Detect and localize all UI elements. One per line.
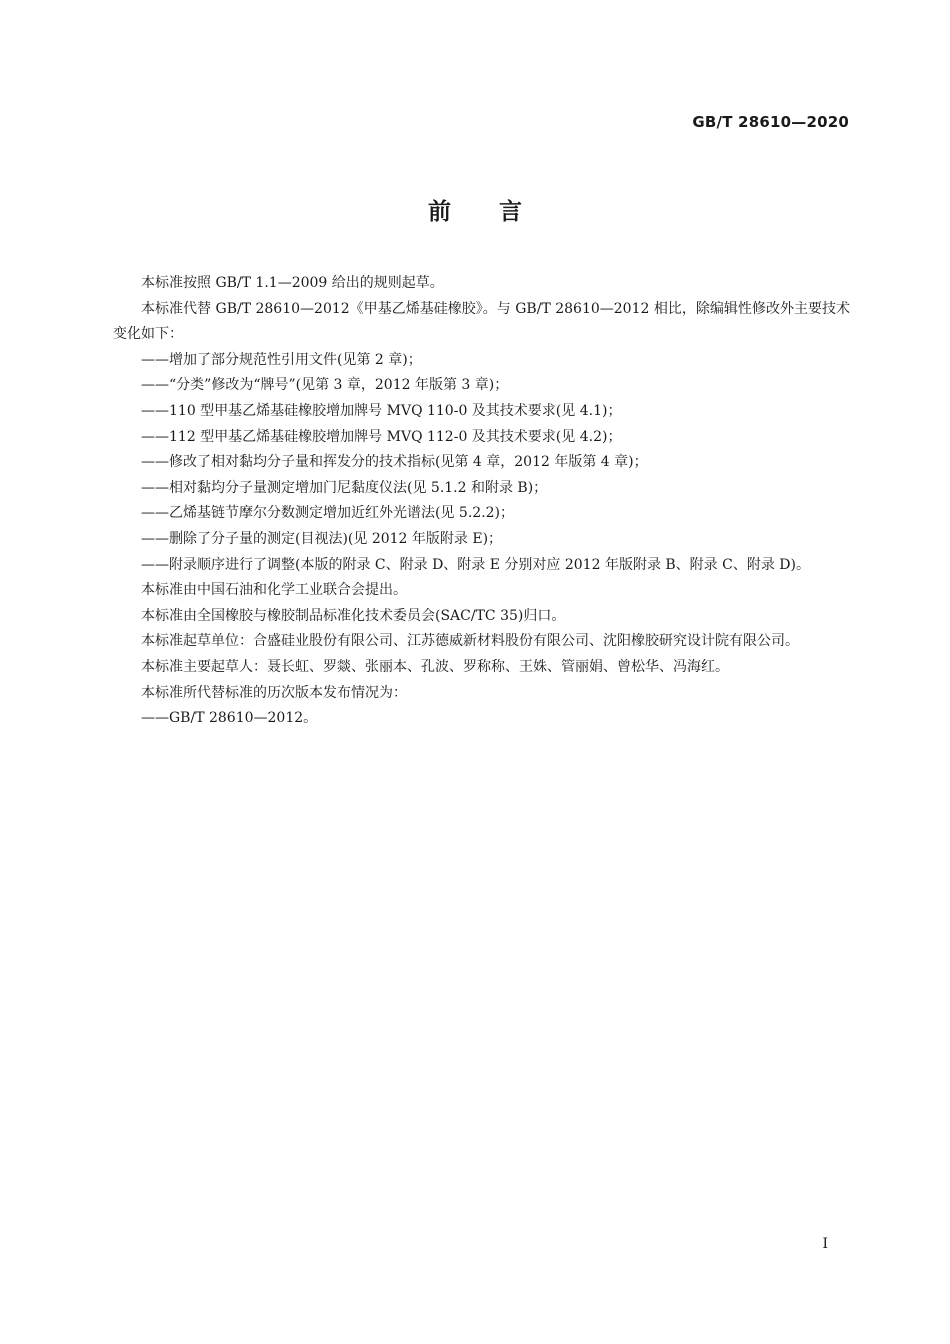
foreword-body [113,271,850,732]
paragraph-committee: 本标准由全国橡胶与橡胶制品标准化技术委员会(SAC/TC 35)归口。 [141,607,566,624]
change-item: ——附录顺序进行了调整(本版的附录 C、附录 D、附录 E 分别对应 2012 年版附录 B、附录 C、附录 D)。 [141,556,810,573]
paragraph-history-intro: 本标准所代替标准的历次版本发布情况为： [141,684,407,701]
change-item: ——相对黏均分子量测定增加门尼黏度仪法(见 5.1.2 和附录 B)； [141,479,548,496]
document-code: GB/T 28610—2020 [692,113,849,131]
paragraph-drafters: 本标准主要起草人：聂长虹、罗燚、张丽本、孔波、罗称称、王姝、管丽娟、曾松华、冯海红。 [141,658,729,675]
history-item: ——GB/T 28610—2012。 [141,710,318,727]
paragraph-replacement: 本标准代替 GB/T 28610—2012《甲基乙烯基硅橡胶》。与 GB/T 28610—2012 相比，除编辑性修改外主要技术变化如下： [113,300,850,343]
change-item: ——乙烯基链节摩尔分数测定增加近红外光谱法(见 5.2.2)； [141,505,514,522]
page-title: 前言 [428,199,570,225]
paragraph-drafting-units: 本标准起草单位：合盛硅业股份有限公司、江苏德威新材料股份有限公司、沈阳橡胶研究设计院有限公司。 [141,633,799,650]
change-item: ——112 型甲基乙烯基硅橡胶增加牌号 MVQ 112-0 及其技术要求(见 4.2)； [141,428,622,445]
change-item: ——增加了部分规范性引用文件(见第 2 章)； [141,351,422,368]
page-number: I [822,1236,828,1252]
paragraph-proposer: 本标准由中国石油和化学工业联合会提出。 [141,582,407,599]
change-item: ——110 型甲基乙烯基硅橡胶增加牌号 MVQ 110-0 及其技术要求(见 4.1)； [141,402,622,419]
change-item: ——“分类”修改为“牌号”(见第 3 章，2012 年版第 3 章)； [141,377,509,394]
change-item: ——修改了相对黏均分子量和挥发分的技术指标(见第 4 章，2012 年版第 4 章)； [141,454,648,471]
paragraph-drafting-rules: 本标准按照 GB/T 1.1—2009 给出的规则起草。 [141,275,444,291]
change-item: ——删除了分子量的测定(目视法)(见 2012 年版附录 E)； [141,530,503,547]
